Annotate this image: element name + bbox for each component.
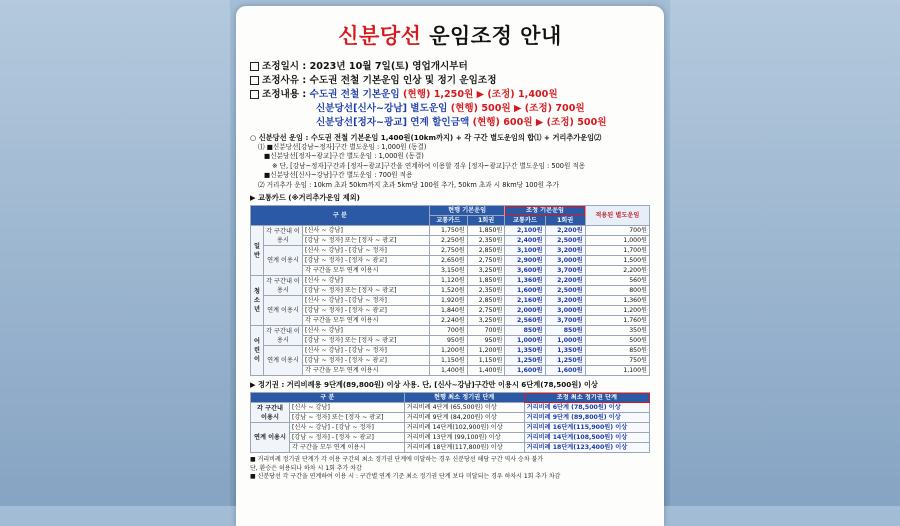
- current-card-fare: 2,650원: [429, 256, 467, 266]
- background-left: [0, 0, 230, 506]
- adjusted-card-fare: 1,000원: [505, 336, 545, 346]
- current-card-fare: 1,200원: [429, 346, 467, 356]
- current-pass-step: 거리비례 18단계(117,800원) 이상: [404, 443, 524, 453]
- current-card-fare: 2,750원: [429, 246, 467, 256]
- table-row: [251, 346, 650, 356]
- fare-notes: [250, 133, 650, 190]
- adjusted-card-fare: 2,160원: [505, 296, 545, 306]
- commuter-pass-table: [250, 392, 650, 453]
- header-category: 구 분: [251, 393, 405, 403]
- current-single-fare: 2,350원: [467, 236, 505, 246]
- header-single-adjusted: 1회권: [545, 216, 585, 226]
- current-card-fare: 1,750원: [429, 226, 467, 236]
- route: [신사 ~ 강남]: [290, 403, 405, 413]
- adjusted-single-fare: 2,200원: [545, 226, 585, 236]
- footnote: ■ 신분당선 각 구간을 연계하여 이용 시 : 구간별 연계 기준 최소 정기권 단계 보다 미달되는 경우 하차시 1회 추가 차감: [250, 473, 561, 480]
- current-single-fare: 2,350원: [467, 286, 505, 296]
- current-card-fare: 700원: [429, 326, 467, 336]
- adjusted-pass-step: 거리비례 6단계 (78,500원) 이상: [524, 403, 649, 413]
- adjusted-single-fare: 3,200원: [545, 246, 585, 256]
- usage-type: 연계 이용시: [251, 423, 290, 453]
- adjusted-card-fare: 2,000원: [505, 306, 545, 316]
- applied-fare: 350원: [585, 326, 649, 336]
- adjusted-card-fare: 1,600원: [505, 366, 545, 376]
- adjusted-single-fare: 1,000원: [545, 336, 585, 346]
- applied-fare: 1,500원: [585, 256, 649, 266]
- adjusted-single-fare: 1,350원: [545, 346, 585, 356]
- title-notice: 운임조정 안내: [429, 24, 562, 48]
- adjusted-pass-step: 거리비례 9단계 (89,800원) 이상: [524, 413, 649, 423]
- section-commuter-pass: ▶ 정기권 : 거리비례용 9단계(89,800원) 이상 사용. 단, [신사~강남]구간만 이용시 6단계(78,500원) 이상: [250, 380, 598, 389]
- route: [강남 ~ 정자] - [정자 ~ 광교]: [303, 306, 430, 316]
- route: [강남 ~ 정자] 또는 [정자 ~ 광교]: [290, 413, 405, 423]
- table-row: [251, 226, 650, 236]
- current-card-fare: 1,840원: [429, 306, 467, 316]
- table-row: [251, 433, 650, 443]
- table-row: [251, 296, 650, 306]
- footnote: ■ 거리비례 정기권 단계가 각 이용 구간의 최소 정기권 단계에 미달하는 경우 신분당선 해당 구간 역사 승차 불가: [250, 456, 544, 463]
- adjusted-single-fare: 3,000원: [545, 256, 585, 266]
- adjusted-card-fare: 3,600원: [505, 266, 545, 276]
- table-row: [251, 443, 650, 453]
- poster-title: [250, 20, 650, 50]
- fare-note: ※ 단, [강남~정자]구간과 [정자~광교]구간을 연계하여 이용할 경우 [정자~광교]구간 별도운임 : 500원 적용: [272, 161, 586, 170]
- adjusted-card-fare: 3,100원: [505, 246, 545, 256]
- current-single-fare: 2,750원: [467, 256, 505, 266]
- route: [강남 ~ 정자] 또는 [정자 ~ 광교]: [303, 336, 430, 346]
- current-card-fare: 1,520원: [429, 286, 467, 296]
- rule-content-line3: 신분당선[정자~광교] 연계 할인금액 (현행) 600원 ▶ (조정) 500원: [316, 117, 607, 128]
- current-single-fare: 3,250원: [467, 266, 505, 276]
- current-single-fare: 2,750원: [467, 306, 505, 316]
- route: [신사 ~ 강남] - [강남 ~ 정자]: [303, 246, 430, 256]
- fare-notice-poster: [236, 6, 664, 526]
- footnotes: [250, 456, 650, 482]
- table-row: [251, 336, 650, 346]
- applied-fare: 1,360원: [585, 296, 649, 306]
- table-row: [251, 276, 650, 286]
- current-card-fare: 1,150원: [429, 356, 467, 366]
- current-card-fare: 1,120원: [429, 276, 467, 286]
- applied-fare: 1,700원: [585, 246, 649, 256]
- current-pass-step: 거리비례 13단계 (99,100원) 이상: [404, 433, 524, 443]
- fare-note: ⑴ ■신분당선[강남~정자]구간 별도운임 : 1,000원 (동결): [258, 142, 427, 151]
- applied-fare: 750원: [585, 356, 649, 366]
- adjusted-card-fare: 2,400원: [505, 236, 545, 246]
- applied-fare: 1,000원: [585, 236, 649, 246]
- header-current-fare: 현행 기본운임: [429, 206, 505, 216]
- usage-type: 각 구간내 이용시: [251, 403, 290, 423]
- adjusted-pass-step: 거리비례 16단계(115,900원) 이상: [524, 423, 649, 433]
- adjusted-single-fare: 2,200원: [545, 276, 585, 286]
- route: [강남 ~ 정자] - [정자 ~ 광교]: [303, 256, 430, 266]
- adjusted-card-fare: 2,100원: [505, 226, 545, 236]
- applied-fare: 1,760원: [585, 316, 649, 326]
- title-line-name: 신분당선: [338, 24, 422, 48]
- current-single-fare: 3,250원: [467, 316, 505, 326]
- rule-content-line2: 신분당선[신사~강남] 별도운임 (현행) 500원 ▶ (조정) 700원: [316, 103, 585, 114]
- header-card-adjusted: 교통카드: [505, 216, 545, 226]
- adjusted-single-fare: 3,200원: [545, 296, 585, 306]
- adjusted-card-fare: 850원: [505, 326, 545, 336]
- applied-fare: 1,100원: [585, 366, 649, 376]
- adjusted-single-fare: 1,250원: [545, 356, 585, 366]
- adjusted-single-fare: 2,500원: [545, 236, 585, 246]
- table-row: [251, 286, 650, 296]
- footnote: 단, 환승은 허용되나 하차 시 1회 추가 차감: [250, 464, 362, 472]
- rule-reason: 조정사유 : 수도권 전철 기본운임 인상 및 정기 운임조정: [250, 74, 650, 88]
- header-adjusted-pass: 조정 최소 정기권 단계: [524, 393, 649, 403]
- current-single-fare: 2,850원: [467, 246, 505, 256]
- route: [신사 ~ 강남] - [강남 ~ 정자]: [303, 346, 430, 356]
- adjusted-card-fare: 1,350원: [505, 346, 545, 356]
- current-pass-step: 거리비례 9단계 (84,200원) 이상: [404, 413, 524, 423]
- route: [강남 ~ 정자] 또는 [정자 ~ 광교]: [303, 236, 430, 246]
- route: [강남 ~ 정자] - [정자 ~ 광교]: [290, 433, 405, 443]
- current-single-fare: 1,200원: [467, 346, 505, 356]
- adjusted-single-fare: 1,600원: [545, 366, 585, 376]
- usage-type: 연계 이용시: [264, 246, 303, 276]
- current-pass-step: 거리비례 4단계 (65,500원) 이상: [404, 403, 524, 413]
- route: 각 구간을 모두 연계 이용시: [303, 316, 430, 326]
- header-applied-fare: 적용된 별도운임: [585, 206, 649, 226]
- rule-content: 조정내용 : 수도권 전철 기본운임 (현행) 1,250원 ▶ (조정) 1,400원: [250, 88, 650, 102]
- route: [신사 ~ 강남]: [303, 276, 430, 286]
- applied-fare: 850원: [585, 346, 649, 356]
- rule-date: 조정일시 : 2023년 10월 7일(토) 영업개시부터: [250, 60, 650, 74]
- usage-type: 연계 이용시: [264, 346, 303, 376]
- applied-fare: 560원: [585, 276, 649, 286]
- table-row: [251, 306, 650, 316]
- usage-type: 각 구간내 이용시: [264, 326, 303, 346]
- header-current-pass: 현행 최소 정기권 단계: [404, 393, 524, 403]
- transit-card-fare-table: [250, 205, 650, 376]
- table-row: [251, 366, 650, 376]
- fare-note: ⑵ 거리추가 운임 : 10km 초과 50km까지 초과 5km당 100원 추가, 50km 초과 시 8km당 100원 추가: [258, 180, 559, 189]
- table-row: [251, 413, 650, 423]
- background-right: [670, 0, 900, 506]
- header-adjusted-fare: 조정 기본운임: [505, 206, 585, 216]
- header-category: 구 분: [251, 206, 430, 226]
- adjusted-single-fare: 850원: [545, 326, 585, 336]
- adjusted-pass-step: 거리비례 14단계(108,500원) 이상: [524, 433, 649, 443]
- adjusted-single-fare: 3,700원: [545, 316, 585, 326]
- adjusted-pass-step: 거리비례 18단계(123,400원) 이상: [524, 443, 649, 453]
- table-row: [251, 356, 650, 366]
- adjusted-single-fare: 2,500원: [545, 286, 585, 296]
- route: [신사 ~ 강남] - [강남 ~ 정자]: [303, 296, 430, 306]
- table-row: [251, 403, 650, 413]
- adjusted-card-fare: 1,360원: [505, 276, 545, 286]
- route: 각 구간을 모두 연계 이용시: [303, 266, 430, 276]
- current-single-fare: 2,850원: [467, 296, 505, 306]
- adjusted-card-fare: 2,560원: [505, 316, 545, 326]
- table-row: [251, 316, 650, 326]
- adjusted-single-fare: 3,000원: [545, 306, 585, 316]
- current-single-fare: 1,150원: [467, 356, 505, 366]
- route: [신사 ~ 강남]: [303, 226, 430, 236]
- applied-fare: 2,200원: [585, 266, 649, 276]
- adjusted-single-fare: 3,700원: [545, 266, 585, 276]
- current-card-fare: 1,920원: [429, 296, 467, 306]
- current-single-fare: 1,400원: [467, 366, 505, 376]
- fare-note: ■신분당선[정자~광교]구간 별도운임 : 1,000원 (동결): [264, 152, 424, 160]
- usage-type: 각 구간내 이용시: [264, 226, 303, 246]
- current-single-fare: 700원: [467, 326, 505, 336]
- route: [신사 ~ 강남] - [강남 ~ 정자]: [290, 423, 405, 433]
- applied-fare: 500원: [585, 336, 649, 346]
- checkbox-icon: [250, 76, 259, 85]
- table-row: [251, 326, 650, 336]
- current-single-fare: 950원: [467, 336, 505, 346]
- table-row: [251, 266, 650, 276]
- passenger-group: 어린이: [251, 326, 264, 376]
- current-card-fare: 2,240원: [429, 316, 467, 326]
- applied-fare: 1,200원: [585, 306, 649, 316]
- current-card-fare: 950원: [429, 336, 467, 346]
- table-row: [251, 246, 650, 256]
- route: 각 구간을 모두 연계 이용시: [303, 366, 430, 376]
- checkbox-icon: [250, 90, 259, 99]
- header-card: 교통카드: [429, 216, 467, 226]
- route: [강남 ~ 정자] - [정자 ~ 광교]: [303, 356, 430, 366]
- current-card-fare: 1,400원: [429, 366, 467, 376]
- adjusted-card-fare: 1,600원: [505, 286, 545, 296]
- section-transit-card: ▶ 교통카드 (※거리추가운임 제외): [250, 193, 360, 202]
- applied-fare: 700원: [585, 226, 649, 236]
- current-single-fare: 1,850원: [467, 276, 505, 286]
- fare-note: ■신분당선[신사~강남]구간 별도운임 : 700원 적용: [264, 171, 413, 179]
- current-single-fare: 1,850원: [467, 226, 505, 236]
- route: [신사 ~ 강남]: [303, 326, 430, 336]
- adjusted-card-fare: 1,250원: [505, 356, 545, 366]
- passenger-group: 청소년: [251, 276, 264, 326]
- route: [강남 ~ 정자] 또는 [정자 ~ 광교]: [303, 286, 430, 296]
- applied-fare: 800원: [585, 286, 649, 296]
- current-card-fare: 2,250원: [429, 236, 467, 246]
- passenger-group: 일반: [251, 226, 264, 276]
- adjusted-card-fare: 2,900원: [505, 256, 545, 266]
- table-row: [251, 236, 650, 246]
- route: 각 구간을 모두 연계 이용시: [290, 443, 405, 453]
- usage-type: 연계 이용시: [264, 296, 303, 326]
- current-pass-step: 거리비례 14단계(102,900원) 이상: [404, 423, 524, 433]
- fare-note: ○ 신분당선 운임 : 수도권 전철 기본운임 1,400원(10km까지) + 각 구간 별도운임의 합⑴ + 거리추가운임⑵: [250, 133, 602, 142]
- current-card-fare: 3,150원: [429, 266, 467, 276]
- checkbox-icon: [250, 62, 259, 71]
- usage-type: 각 구간내 이용시: [264, 276, 303, 296]
- table-row: [251, 423, 650, 433]
- header-single: 1회권: [467, 216, 505, 226]
- table-row: [251, 256, 650, 266]
